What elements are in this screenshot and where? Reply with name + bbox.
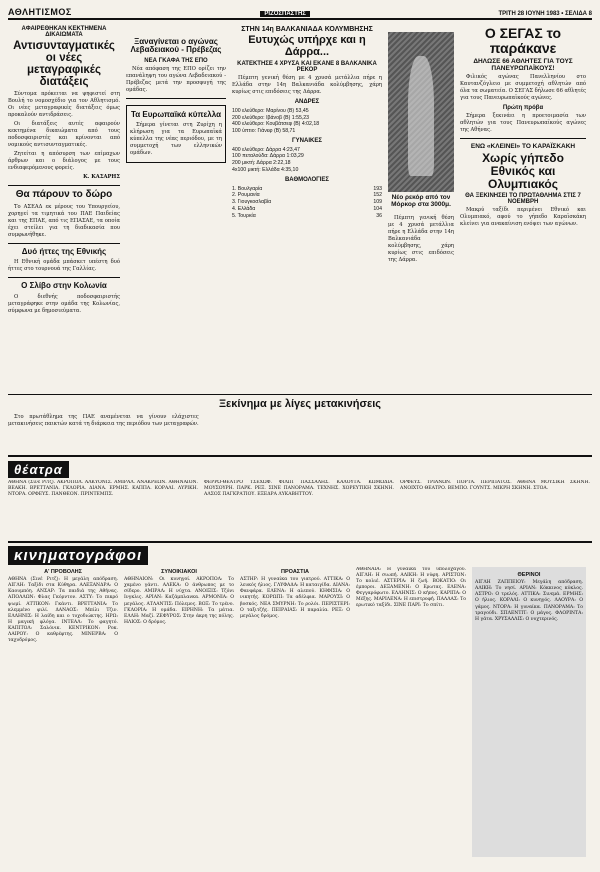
gift-headline: Θα πάρουν το δώρο	[15, 189, 113, 201]
cinema-col-3	[240, 567, 350, 857]
cinema-col-2	[124, 567, 234, 857]
euro-body	[130, 122, 222, 157]
koluvia-body	[8, 294, 120, 315]
section-title: ΑΘΛΗΤΙΣΜΟΣ	[8, 7, 72, 17]
segas-paragraph: Φιλικός αγώνας Πανελληνίου στο Καυτανζόγλειο με συμμετοχή αθλητών από όλα τα σωματεία. Ο ΣΕΓΑΣ δήλωσε 66 αθλητές για τους Πανευρωπαϊκούς αγώνες.	[460, 74, 586, 102]
cinema-head: ΘΕΡΙΝΟΙ	[517, 572, 541, 578]
column-4	[388, 24, 454, 394]
swim-headline: Ευτυχώς υπήρχε και η Δάρρα...	[248, 34, 366, 58]
ground-subhead: ΘΑ ΞΕΚΙΝΗΣΕΙ ΤΟ ΠΡΩΤΑΘΛΗΜΑ ΣΤΙΣ 7 ΝΟΕΜΒΡΗ	[465, 193, 581, 206]
men-result: 200 ελεύθερο: Ιβάνοβ (Β) 1:55,23	[232, 114, 310, 121]
cinema-listing: ΑΘΗΝΑΙΑ: Η γυναίκα του υπολοχαγού. ΑΙΓΛΗ: Η σιωπή. ΑΛΙΚΗ: Η νύφη. ΑΡΙΣΤΟΝ: Το κολιέ. ΑΣΤΕΡΙΑ: Η ζωή. ΒΟΚΑΤΙΟ: Οι έμποροι. ΔΕΞΑΜΕΝΗ: Ο Ερωτας. ΕΛΕΝΑ: Φεγγαρόφωτο. ΕΛΛΗΝΙΣ: Ο κήπος. ΚΑΡΙΠΑ: Ο Μέξης. ΜΑΡΙΛΕΝΑ: Η επιστροφή. ΠΑΛΛΑΣ: Το ερωτικό ταξίδι. ΣΙΝΕ ΠΑΡΙ: Το σπίτι.	[356, 567, 466, 609]
swim-paragraph: Πέμπτη γενική θέση με 4 χρυσά μετάλλια πήρε η Ελλάδα στην 14η Βαλκανιάδα κολύμβησης, χάρη κυρίως στις επιδόσεις της Δάρρα.	[232, 75, 382, 96]
points-cell: 109	[373, 199, 382, 206]
law-headline: Αντισυνταγματικές οι νέες μεταγραφικές διατάξεις	[13, 40, 115, 89]
cinema-listing: ΑΙΓΛΗ ΖΑΠΠΕΙΟΥ: Μεγάλη απόδραση. ΑΛΙΚΗ: Το νησί. ΑΡΙΑΝ: Κόκκινος κύκλος. ΑΣΤΡΟ: Ο τρελός. ΑΤΤΙΚΑ: Σινεμά. ΕΡΜΗΣ: Ο ήλιος. ΚΟΡΑΛΙ: Ο κυνηγός. ΛΑΟΥΡΑ: Ο γάμος. ΝΤΟΡΑ: Η γυναίκα. ΠΑΝΟΡΑΜΑ: Το τραγούδι. ΣΠΛΕΝΤΙΤ: Ο μάγος. ΦΛΟΡΙΝΤΑ: Η γάτα. ΧΡΥΣΑΛΛΙΣ: Ο νυχτερινός.	[475, 580, 583, 622]
theatre-col-1	[8, 480, 198, 499]
segas-headline: Ο ΣΕΓΑΣ το παράκανε	[484, 25, 562, 56]
ground-headline: Χωρίς γήπεδο Εθνικός και Ολυμπιακός	[482, 151, 564, 191]
swim-subhead: ΚΑΤΕΚΤΗΣΕ 4 ΧΡΥΣΑ ΚΑΙ ΕΚΑΝΕ 8 ΒΑΛΚΑΝΙΚΑ ΡΕΚΟΡ	[237, 61, 377, 74]
ground-body	[460, 207, 586, 228]
theatre-section	[8, 455, 592, 541]
newspaper-page	[8, 5, 592, 862]
cinema-col-5	[472, 567, 586, 857]
men-result: 100 ελεύθερο: Μαρίνου (Β) 53,45	[232, 107, 309, 114]
women-result: 200 μικτή: Δάρρα 2:22,18	[232, 160, 291, 167]
men-result: 400 ελεύθερο: Κουβάτσεφ (Β) 4:02,18	[232, 121, 320, 128]
table-row	[232, 206, 382, 213]
segas-side-head: Πρώτη πρόβα	[502, 105, 544, 112]
photo-side-body	[388, 215, 454, 264]
cinema-head: ΣΥΝΟΙΚΙΑΚΟΙ	[161, 569, 197, 575]
koluvia-paragraph: Ο διεθνής ποδοσφαιριστής μεταγράφηκε στην ομάδα της Κολωνίας, σύμφωνα με δημοσιεύματα.	[8, 293, 120, 314]
column-1	[8, 24, 120, 394]
law-body	[8, 91, 120, 181]
column-2	[126, 24, 226, 394]
changes-headline: Ξεκίνημα με λίγες μετακινήσεις	[218, 398, 382, 410]
cinema-col-1	[8, 567, 118, 857]
euro-headline: Τα Ευρωπαϊκά κύπελλα	[130, 109, 222, 119]
team-cell: 3. Γιουγκοσλαβία	[232, 199, 272, 206]
runner-photo	[388, 32, 454, 192]
segas-side-body	[460, 113, 586, 134]
points-cell: 152	[373, 192, 382, 199]
law-kicker: ΑΦΑΙΡΕΘΗΚΑΝ ΚΕΚΤΗΜΕΝΑ ΔΙΚΑΙΩΜΑΤΑ	[21, 26, 107, 38]
law-signature: Κ. ΚΑΣΑΡΗΣ	[83, 174, 120, 181]
cinema-banner: κινηματογράφοι	[8, 546, 148, 565]
men-result: 100 ύπτιο: Γιάνεφ (Β) 58,71	[232, 128, 296, 135]
theatre-columns	[8, 480, 592, 499]
euro-paragraph: Σήμερα γίνεται στη Ζυρίχη η κλήρωση για τα Ευρωπαϊκά κύπελλα της νέας περιόδου, με τη συμμετοχή των ελληνικών ομάδων.	[130, 122, 222, 157]
table-row	[232, 199, 382, 206]
standings-title: ΒΑΘΜΟΛΟΓΙΕΣ	[284, 176, 330, 183]
cinema-head: Α' ΠΡΟΒΟΛΗΣ	[44, 569, 82, 575]
cup-body	[8, 259, 120, 273]
changes-paragraph: Στο πρωτάθλημα της ΠΑΕ αναμένεται να γίνουν ελάχιστες μετακινήσεις παικτών κατά τη διάρκεια της περιόδου των μεταγραφών.	[8, 413, 199, 427]
theatre-listing: ΑΘΗΝΑ (Σινέ Ριτζ). ΑΚΡΟΠΟΛ. ΑΛΚΥΟΝΙΣ. ΑΜΙΡΑΛ. ΑΝΑΚΡΕΩΝ. ΑΘΗΝΑΙΟΝ. ΒΕΑΚΗ. ΒΡΕΤΤΑΝΙΑ. ΓΚΛΟΡΙΑ. ΔΙΑΝΑ. ΕΡΜΗΣ. ΚΑΠΠΑ. ΚΟΡΑΛΙ. ΛΥΡΙΚΗ. ΝΤΟΡΑ. ΟΡΦΕΥΣ. ΠΑΝΘΕΟΝ. ΠΡΙΝΤΕΜΠΣ.	[8, 480, 198, 498]
points-cell: 193	[373, 185, 382, 192]
cinema-listing: ΑΘΗΝΑΙΟΝ: Οι κυνηγοί. ΑΚΡΟΠΟΛ: Το χαμένο γάντι. ΑΛΕΚΑ: Ο άνθρωπος με το σίδερο. ΑΜΙΡΑΛ: Η νύχτα. ΑΝΟΙΞΙΣ: Τζόνι Ινγκλις. ΑΡΙΑΝ: Καζάμπλανκα. ΑΡΜΟΝΙΑ: Ο μεγάλος. ΑΤΛΑΝΤΙΣ: Πόλεμος. ΒΟΞ: Το τρένο. ΓΚΛΟΡΙΑ: Η ομάδα. ΕΙΡΗΝΗ: Τα μάτια. ΕΛΛΗ: Μαζί. ΖΕΦΥΡΟΣ: Στην άκρη της πόλης. ΗΛΙΟΣ: Ο δρόμος.	[124, 577, 234, 625]
theatre-banner: θέατρα	[8, 461, 69, 478]
ground-kicker: ΕΝΩ «ΚΛΕΙΝΕΙ» ΤΟ ΚΑΡΑΪΣΚΑΚΗ	[470, 143, 576, 151]
team-cell: 1. Βουλγαρία	[232, 185, 263, 192]
paper-name: ΡΙΖΟΣΠΑΣΤΗΣ	[260, 11, 309, 17]
middle-band	[8, 394, 592, 455]
theatre-listing: ΟΡΦΕΥΣ. ΤΡΙΑΝΩΝ. ΠΟΡΤΑ. ΠΕΡΙΠΑΤΟΣ. ΑΘΗΝΑ ΜΟΥΣΙΚΗ ΣΚΗΝΗ. ΑΝΟΙΧΤΟ ΘΕΑΤΡΟ. ΒΕΜΠΟ. ΓΟΥΝΤΣ. ΜΙΚΡΗ ΣΚΗΝΗ. ΣΤΟΑ.	[400, 480, 590, 492]
table-row	[232, 192, 382, 199]
cup-paragraph: Η Εθνική ομάδα μπάσκετ υπέστη δυό ήττες στο τουρνουά της Γαλλίας.	[8, 259, 120, 273]
column-3	[232, 24, 382, 394]
column-5	[460, 24, 586, 394]
men-title: ΑΝΔΡΕΣ	[294, 99, 320, 106]
segas-side-paragraph: Σήμερα ξεκινάει η προετοιμασία των αθλητών για τους Πανευρωπαϊκούς αγώνες της Αθήνας.	[460, 113, 586, 134]
team-cell: 5. Τουρκία	[232, 212, 256, 219]
team-cell: 2. Ρουμανία	[232, 192, 260, 199]
table-row	[232, 186, 382, 193]
women-title: ΓΥΝΑΙΚΕΣ	[292, 137, 322, 144]
theatre-col-3	[400, 480, 590, 499]
koluvia-headline: Ο Σλίβο στην Κολωνία	[21, 281, 107, 291]
masthead	[8, 5, 592, 20]
theatre-col-2	[204, 480, 394, 499]
women-result: 400 ελεύθερο: Δάρρα 4:23,47	[232, 146, 300, 153]
issue-date: ΤΡΙΤΗ 28 ΙΟΥΝΗ 1983 • ΣΕΛΙΔΑ 8	[498, 11, 592, 17]
cinema-col-4	[356, 567, 466, 857]
table-row	[232, 213, 382, 220]
women-result: 4x100 μικτή: Ελλάδα 4:35,10	[232, 166, 299, 173]
theatre-listing: ΦΕΡΡΩ-ΘΕΑΤΡΟ ΤΣΕΧΩΦ. ΦΙΛΙΠ ΠΑΣΣΑΛΗΣ. ΚΑΛΟΥΤΑ. ΚΩΜΩΔΙΑ. ΜΟΥΣΟΥΡΗ. ΠΑΡΚ. ΡΕΞ. ΣΙΝΕ ΠΑΝΟΡΑΜΑ. ΤΕΧΝΗΣ. ΧΟΡΕΥΤΙΚΗ ΣΚΗΝΗ. ΑΛΣΟΣ ΠΑΓΚΡΑΤΙΟΥ. ΕΞΕΔΡΑ ΛΥΚΑΒΗΤΤΟΥ.	[204, 480, 394, 498]
lev-byline: ΝΕΑ ΓΚΑΦΑ ΤΗΣ ΕΠΟ	[144, 57, 208, 64]
swim-body	[232, 75, 382, 96]
photo-side-paragraph: Πέμπτη γενική θέση με 4 χρυσά μετάλλια πήρε η Ελλάδα στην 14η Βαλκανιάδα κολύμβησης, χάρη κυρίως στις επιδόσεις της Δάρρα.	[388, 214, 454, 264]
cinema-head: ΠΡΟΑΣΤΙΑ	[281, 569, 309, 575]
swim-kicker: ΣΤΗΝ 14η ΒΑΛΚΑΝΙΑΔΑ ΚΟΛΥΜΒΗΣΗΣ	[241, 26, 373, 33]
gift-paragraph: Το ΑΣΕΑΔ εκ μέρους του Υπουργείου, χορηγεί τα τιμητικά του ΠΑΕ Παιδείας και της ΕΠΑΕ, από τις ΕΠΑΣΑΕ, τα οποία έχει στείλει για τη διαδικασία που συμφωνήθηκε.	[8, 203, 120, 238]
cinema-columns	[8, 567, 592, 857]
law-paragraph: Σύντομα πρόκειται να ψηφιστεί στη Βουλή το νομοσχέδιο για τον Αθλητισμό. Οι νέες μεταγραφικές διατάξεις όμως προκαλούν αντιδράσεις.	[8, 91, 120, 119]
segas-body	[460, 74, 586, 102]
ground-paragraph: Μακρύ ταξίδι περιμένει Εθνικό και Ολυμπιακό, αφού το γήπεδο Καραϊσκάκη κλείνει για ανακαίνιση ενόψει των αγώνων.	[460, 207, 586, 228]
team-cell: 4. Ελλάδα	[232, 205, 256, 212]
lev-headline: Ξαναγίνεται ο αγώνας Λεβαδειακού - Πρέβεζας	[130, 37, 222, 55]
cinema-section	[8, 541, 592, 857]
segas-subhead: ΔΗΛΩΣΕ 66 ΑΘΛΗΤΕΣ ΓΙΑ ΤΟΥΣ ΠΑΝΕΥΡΩΠΑΪΚΟΥΣ!	[473, 58, 573, 73]
points-cell: 36	[376, 212, 382, 219]
points-cell: 104	[373, 205, 382, 212]
cinema-listing: ΑΘΗΝΑ (Σινέ Ριτζ): Η μεγάλη απόδραση. ΑΙΓΛΗ: Ταξίδι στα Κύθηρα. ΑΛΕΞΑΝΔΡΑ: Ο Καουμπόη. ΑΝΣΑΡ: Τα παιδιά της Αθήνας. ΑΠΟΛΛΩΝ: Φλας Γκόρντον. ΑΣΤΥ: Το πικρό ψωμί. ΑΤΤΙΚΟΝ: Γκάντι. ΒΡΕΤΤΑΝΙΑ: Το κλεμμένο φιλί. ΔΑΝΑΟΣ: Μπίλι Τζιν. ΕΛΛΗΝΙΣ: Η λαίδη και ο τυχοδιώκτης. ΗΡΩ: Η μαγική φλόγα. ΙΝΤΕΑΛ: Το φαγητό. ΚΑΠΙΤΟΛ: Σαλόνικ. ΚΕΝΤΡΙΚΟΝ: Ροκ. ΛΑΙΡΟΥ: Ο καθρέφτης. ΜΙΝΕΡΒΑ: Ο ταχυδρόμος.	[8, 577, 118, 643]
law-paragraph: Ζητείται η απόσυρση των επίμαχων άρθρων και ο διάλογος με τους ενδιαφερόμενους φορείς.	[8, 151, 120, 172]
changes-body	[8, 414, 592, 428]
euro-box	[126, 105, 226, 163]
women-result: 100 πεταλούδα: Δάρρα 1:03,29	[232, 153, 304, 160]
cinema-listing: ΑΣΤΗΡ: Η γυναίκα του γιατρού. ΑΤΤΙΚΑ: Ο λευκός ήλιος. ΓΛΥΦΑΔΑ: Η καταιγίδα. ΔΙΑΝΑ: Φανφάρα. ΕΛΕΝΑ: Η αλεπού. ΚΗΦΙΣΙΑ: Ο νικητής. ΚΟΡΩΠΙ: Τα αδέλφια. ΜΑΡΟΥΣΙ: Ο βοσκός. ΝΕΑ ΣΜΥΡΝΗ: Το ρολόι. ΠΕΡΙΣΤΕΡΙ: Ο ταξιτζής. ΠΕΙΡΑΙΑΣ: Η παραλία. ΡΕΞ: Ο μεγάλος δρόμος.	[240, 577, 350, 619]
top-band	[8, 24, 592, 394]
lev-body	[126, 66, 226, 94]
law-paragraph: Οι διατάξεις αυτές αφαιρούν κεκτημένα δικαιώματα από τους ποδοσφαιριστές και κρίνονται από νομικούς αντισυνταγματικές.	[8, 121, 120, 149]
standings-table	[232, 186, 382, 220]
photo-caption: Νέο ρεκόρ από τον Μόρκορ στα 3000μ.	[391, 194, 451, 209]
results-block	[232, 99, 382, 219]
cup-headline: Δυό ήττες της Εθνικής	[21, 247, 107, 257]
gift-body	[8, 204, 120, 239]
lev-paragraph: Νέα απόφαση της ΕΠΟ ορίζει την επανάληψη του αγώνα Λεβαδειακού - Πρέβεζας μετά την προσφυγή της ομάδας.	[126, 65, 226, 93]
